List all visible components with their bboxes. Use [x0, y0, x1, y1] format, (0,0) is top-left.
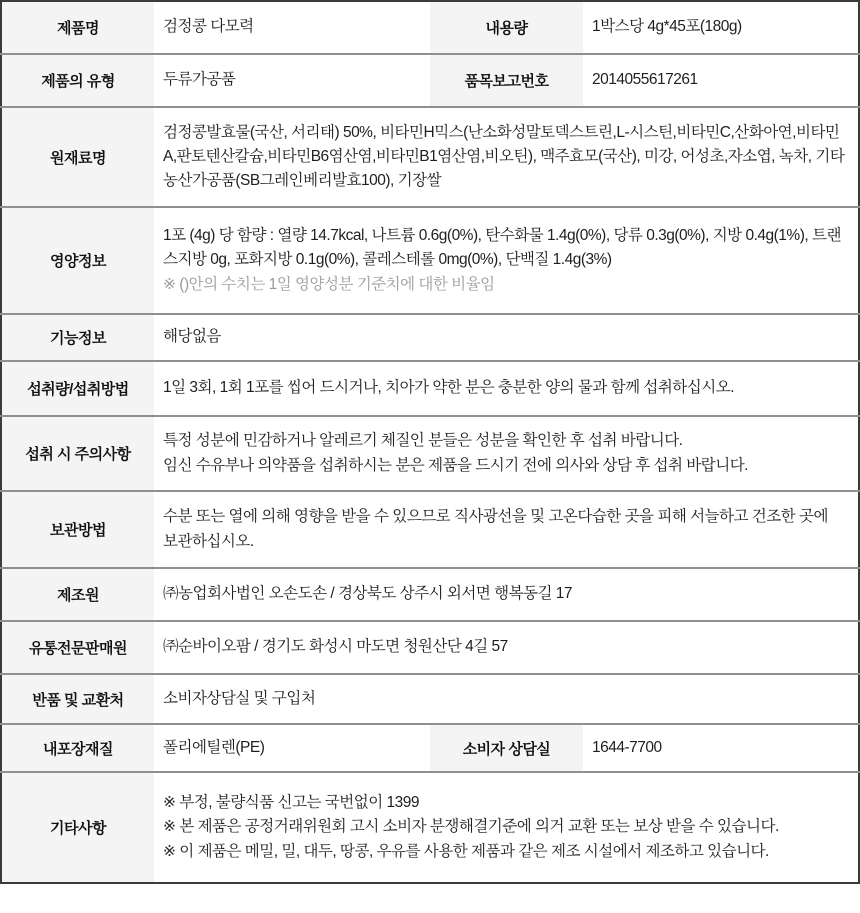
row-packaging [1, 724, 859, 772]
precautions-line-1: 특정 성분에 민감하거나 알레르기 체질인 분들은 성분을 확인한 후 섭취 바랍니다. [163, 432, 683, 450]
ingredients-label: 원재료명 [1, 107, 154, 207]
function-info-value: 해당없음 [154, 314, 859, 361]
consumer-center-label: 소비자 상담실 [430, 724, 583, 772]
other-info-line-2: ※ 본 제품은 공정거래위원회 고시 소비자 분쟁해결기준에 의거 교환 또는 보상 받을 수 있습니다. [163, 818, 779, 836]
other-info-line-1: ※ 부정, 불량식품 신고는 국번없이 1399 [163, 794, 419, 812]
packaging-value: 폴리에틸렌(PE) [154, 724, 430, 772]
report-number-value: 2014055617261 [583, 54, 859, 107]
row-nutrition [1, 207, 859, 314]
consumer-center-value: 1644-7700 [583, 724, 859, 772]
row-product-type [1, 54, 859, 107]
row-product-name [1, 1, 859, 54]
distributor-value: ㈜순바이오팜 / 경기도 화성시 마도면 청원산단 4길 57 [154, 621, 859, 674]
manufacturer-value: ㈜농업회사법인 오손도손 / 경상북도 상주시 외서면 행복동길 17 [154, 568, 859, 621]
product-name-value: 검정콩 다모력 [154, 1, 430, 54]
distributor-label: 유통전문판매원 [1, 621, 154, 674]
storage-label: 보관방법 [1, 491, 154, 568]
intake-method-label: 섭취량/섭취방법 [1, 361, 154, 416]
returns-label: 반품 및 교환처 [1, 674, 154, 724]
row-storage [1, 491, 859, 568]
row-intake-method [1, 361, 859, 416]
ingredients-value: 검정콩발효물(국산, 서리태) 50%, 비타민H믹스(난소화성말토덱스트린,L-시스틴,비타민C,산화아연,비타민A,판토텐산칼슘,비타민B6염산염,비타민B1염산염,비오틴), 맥주효모(국산), 미강, 어성초,자소엽, 녹차, 기타농산가공품(SB그레인베리발효100), 기장쌀 [154, 107, 859, 207]
precautions-line-2: 임신 수유부나 의약품을 섭취하시는 분은 제품을 드시기 전에 의사와 상담 후 섭취 바랍니다. [163, 456, 748, 474]
precautions-value [154, 416, 859, 491]
packaging-label: 내포장재질 [1, 724, 154, 772]
other-info-line-3: ※ 이 제품은 메밀, 밀, 대두, 땅콩, 우유를 사용한 제품과 같은 제조 시설에서 제조하고 있습니다. [163, 842, 769, 860]
product-name-label: 제품명 [1, 1, 154, 54]
row-function-info [1, 314, 859, 361]
net-content-value: 1박스당 4g*45포(180g) [583, 1, 859, 54]
other-info-label: 기타사항 [1, 772, 154, 883]
precautions-label: 섭취 시 주의사항 [1, 416, 154, 491]
nutrition-note: ※ ()안의 수치는 1일 영양성분 기준치에 대한 비율임 [163, 275, 495, 293]
row-precautions [1, 416, 859, 491]
net-content-label: 내용량 [430, 1, 583, 54]
storage-value: 수분 또는 열에 의해 영향을 받을 수 있으므로 직사광선을 및 고온다습한 곳을 피해 서늘하고 건조한 곳에 보관하십시오. [154, 491, 859, 568]
intake-method-value: 1일 3회, 1회 1포를 씹어 드시거나, 치아가 약한 분은 충분한 양의 물과 함께 섭취하십시오. [154, 361, 859, 416]
other-info-value [154, 772, 859, 883]
report-number-label: 품목보고번호 [430, 54, 583, 107]
nutrition-text: 1포 (4g) 당 함량 : 열량 14.7kcal, 나트륨 0.6g(0%), 탄수화물 1.4g(0%), 당류 0.3g(0%), 지방 0.4g(1%), 트랜스지방 0g, 포화지방 0.1g(0%), 콜레스테롤 0mg(0%), 단백질 1.4g(3%) [163, 227, 841, 269]
row-ingredients [1, 107, 859, 207]
nutrition-label: 영양정보 [1, 207, 154, 314]
row-manufacturer [1, 568, 859, 621]
returns-value: 소비자상담실 및 구입처 [154, 674, 859, 724]
row-other-info [1, 772, 859, 883]
manufacturer-label: 제조원 [1, 568, 154, 621]
product-type-value: 두류가공품 [154, 54, 430, 107]
product-type-label: 제품의 유형 [1, 54, 154, 107]
row-distributor [1, 621, 859, 674]
row-returns [1, 674, 859, 724]
function-info-label: 기능정보 [1, 314, 154, 361]
nutrition-value [154, 207, 859, 314]
